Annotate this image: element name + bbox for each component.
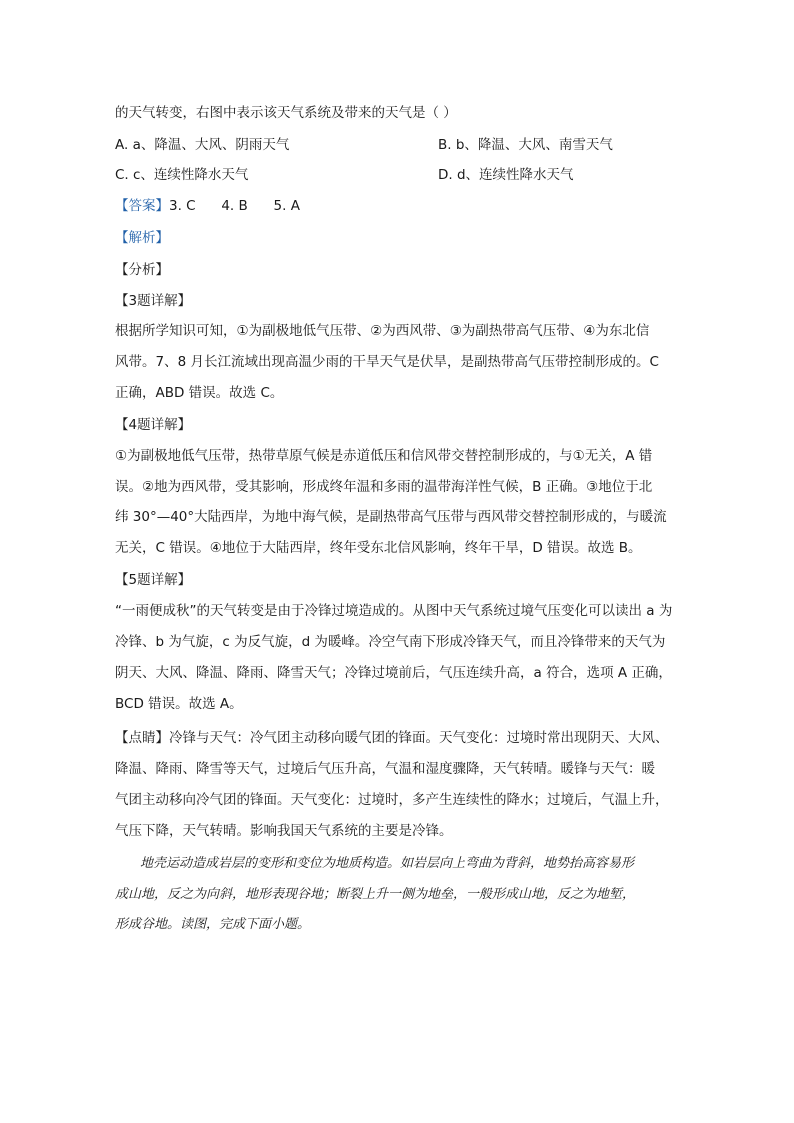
question-stem-tail: 的天气转变，右图中表示该天气系统及带来的天气是（ ）	[115, 105, 457, 121]
q3-heading: 【3题详解】	[115, 293, 192, 309]
q5-text-line: 阴天、大风、降温、降雨、降雪天气；冷锋过境前后，气压连续升高，a 符合，选项 A 正确，	[115, 665, 672, 681]
dianjing-line	[115, 729, 669, 747]
q4-text-line: 无关，C 错误。④地位于大陆西岸，终年受东北信风影响，终年干旱，D 错误。故选 B。	[115, 540, 642, 556]
next-intro-line: 地壳运动造成岩层的变形和变位为地质构造。如岩层向上弯曲为背斜，地势抬高容易形	[140, 856, 635, 871]
answer-line	[115, 197, 300, 215]
analysis-heading: 【解析】	[115, 230, 169, 246]
q4-heading: 【4题详解】	[115, 417, 192, 433]
dianjing-label: 【点睛】	[115, 730, 169, 746]
dianjing-text-line: 气压下降，天气转晴。影响我国天气系统的主要是冷锋。	[115, 823, 453, 839]
option-c: C. c、连续性降水天气	[115, 167, 249, 183]
option-a: A. a、降温、大风、阴雨天气	[115, 137, 290, 153]
q3-text-line: 根据所学知识可知，①为副极地低气压带、②为西风带、③为副热带高气压带、④为东北信	[115, 323, 650, 339]
q5-text-line: BCD 错误。故选 A。	[115, 696, 243, 712]
fenxi-heading: 【分析】	[115, 262, 169, 278]
dianjing-text-line: 降温、降雨、降雪等天气，过境后气压升高，气温和湿度骤降，天气转晴。暖锋与天气：暖	[115, 761, 655, 777]
q4-text-line: 误。②地为西风带，受其影响，形成终年温和多雨的温带海洋性气候，B 正确。③地位于北	[115, 479, 653, 495]
next-intro-line: 形成谷地。读图，完成下面小题。	[115, 917, 311, 932]
answer-label: 【答案】	[115, 198, 169, 214]
option-b: B. b、降温、大风、南雪天气	[438, 137, 613, 153]
q5-heading: 【5题详解】	[115, 572, 192, 588]
q3-text-line: 风带。7、8 月长江流域出现高温少雨的干旱天气是伏旱，是副热带高气压带控制形成的。C	[115, 354, 659, 370]
dianjing-text-line: 气团主动移向冷气团的锋面。天气变化：过境时，多产生连续性的降水；过境后，气温上升，	[115, 792, 669, 808]
next-intro-line: 成山地，反之为向斜，地形表现谷地；断裂上升一侧为地垒，一般形成山地，反之为地堑，	[115, 887, 636, 902]
dianjing-text: 冷锋与天气：冷气团主动移向暖气团的锋面。天气变化：过境时常出现阴天、大风、	[169, 730, 669, 746]
answer-value: 3. C 4. B 5. A	[169, 198, 300, 214]
option-d: D. d、连续性降水天气	[438, 167, 574, 183]
q5-text-line: 冷锋、b 为气旋，c 为反气旋，d 为暖峰。冷空气南下形成冷锋天气，而且冷锋带来的天气为	[115, 634, 666, 650]
q4-text-line: 纬 30°—40°大陆西岸，为地中海气候，是副热带高气压带与西风带交替控制形成的，与暖流	[115, 509, 667, 525]
q4-text-line: ①为副极地低气压带，热带草原气候是赤道低压和信风带交替控制形成的，与①无关，A 错	[115, 448, 653, 464]
q3-text-line: 正确，ABD 错误。故选 C。	[115, 385, 284, 401]
q5-text-line: “一雨便成秋”的天气转变是由于冷锋过境造成的。从图中天气系统过境气压变化可以读出 a 为	[115, 603, 673, 619]
